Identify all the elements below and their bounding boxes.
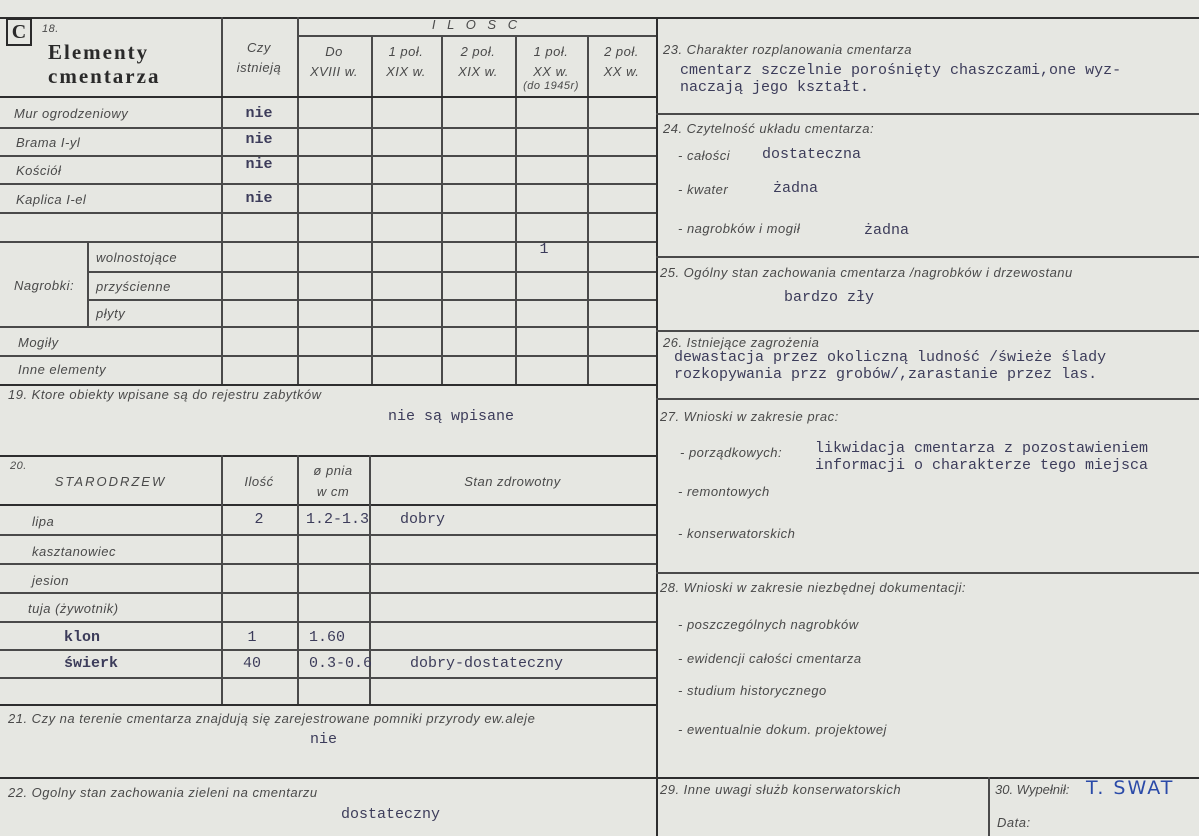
nagrobki-sub: wolnostojące (96, 250, 178, 265)
row-line (0, 212, 656, 214)
q24-label: 24. Czytelność układu cmentarza: (663, 121, 875, 136)
nagrobki-sub: przyścienne (96, 279, 171, 294)
q20-number: 20. (10, 460, 27, 472)
wolnostojace-count: 1 (539, 241, 549, 258)
q24-item-label: - całości (678, 148, 731, 163)
col1-l1: Do (325, 44, 343, 59)
q30-label: 30. Wypełnił: (995, 782, 1070, 797)
panel-divider (656, 17, 658, 836)
tree-state: dobry-dostateczny (410, 655, 564, 672)
col4-l3: (do 1945r) (523, 80, 579, 92)
col2-l2: XIX w. (386, 64, 426, 79)
element-label: Kaplica I-el (16, 192, 87, 207)
q23-line2: naczają jego kształt. (680, 79, 870, 96)
q24-item-label: - kwater (678, 182, 729, 197)
ilosc-header: I L O S C (431, 17, 522, 32)
row-line (656, 330, 1199, 332)
element-label: Brama I-yl (16, 135, 81, 150)
q24-item-value: żadna (773, 180, 819, 197)
section-number: 18. (42, 23, 59, 35)
row-line (656, 113, 1199, 115)
q27-konserw: - konserwatorskich (678, 526, 796, 541)
q19-answer: nie są wpisane (388, 408, 515, 425)
q23-label: 23. Charakter rozplanowania cmentarza (663, 42, 913, 57)
inne-label: Inne elementy (18, 362, 107, 377)
row-line (0, 677, 656, 679)
tree-name: świerk (64, 655, 119, 672)
row-line (0, 183, 656, 185)
section-letter: C (6, 18, 32, 46)
col1-l2: XVIII w. (309, 64, 359, 79)
tree-name: lipa (32, 514, 55, 529)
q25-answer: bardzo zły (784, 289, 875, 306)
q20-starodrzew: STARODRZEW (54, 474, 167, 489)
ilosc-underline (297, 35, 656, 37)
title-line2: cmentarza (48, 64, 161, 88)
q19-label: 19. Ktore obiekty wpisane są do rejestru zabytków (8, 387, 322, 402)
q20-pnia1: ø pnia (313, 463, 353, 478)
nagrobki-label: Nagrobki: (14, 278, 75, 293)
row-line (0, 127, 656, 129)
q27-porz-label: - porządkowych: (680, 445, 783, 460)
col-line-29-30 (988, 777, 990, 836)
col2-l1: 1 poł. (388, 44, 424, 59)
element-value: nie (245, 131, 273, 148)
q22-answer: dostateczny (341, 806, 441, 823)
tree-name: klon (64, 629, 101, 646)
q28-item: - ewidencji całości cmentarza (678, 651, 862, 666)
row-line (0, 592, 656, 594)
row-line (87, 271, 656, 273)
q27-remont: - remontowych (678, 484, 770, 499)
tree-count: 1 (247, 629, 257, 646)
tree-dia: 0.3-0.6 (309, 655, 373, 672)
q27-porz-line1: likwidacja cmentarza z pozostawieniem (815, 440, 1149, 457)
tree-count: 40 (242, 655, 261, 672)
row-line (0, 155, 656, 157)
czy-line2: istnieją (236, 60, 282, 75)
col-line-3 (441, 36, 443, 384)
tree-dia: 1.2-1.3 (306, 511, 370, 528)
tree-dia: 1.60 (309, 629, 346, 646)
q28-label: 28. Wnioski w zakresie niezbędnej dokumentacji: (660, 580, 967, 595)
q27-label: 27. Wnioski w zakresie prac: (660, 409, 839, 424)
col5-l2: XX w. (603, 64, 640, 79)
tree-count: 2 (254, 511, 264, 528)
row-line (656, 398, 1199, 400)
q30-signature: T. SWAT (1086, 777, 1175, 799)
q28-item: - poszczególnych nagrobków (678, 617, 859, 632)
row-line (0, 504, 656, 506)
row-line (0, 96, 656, 98)
q20-pnia2: w cm (316, 484, 350, 499)
nagrobki-sub: płyty (96, 306, 126, 321)
q24-item-value: dostateczna (762, 146, 862, 163)
q23-line1: cmentarz szczelnie porośnięty chaszczami,one wyz- (680, 62, 1122, 79)
tree-name: jesion (32, 573, 69, 588)
mogily-label: Mogiły (18, 335, 59, 350)
row-line (0, 563, 656, 565)
q24-item-label: - nagrobków i mogił (678, 221, 801, 236)
row-line (0, 704, 656, 706)
row-line (0, 384, 656, 386)
row-line (0, 355, 656, 357)
col3-l1: 2 poł. (460, 44, 496, 59)
q26-label: 26. Istniejące zagrożenia (663, 335, 820, 350)
q20-stan: Stan zdrowotny (464, 474, 561, 489)
element-value: nie (245, 105, 273, 122)
row-line (0, 649, 656, 651)
q28-item: - studium historycznego (678, 683, 827, 698)
q26-line2: rozkopywania przz grobów/,zarastanie przez las. (674, 366, 1098, 383)
row-line (0, 777, 1199, 779)
col5-l1: 2 poł. (604, 44, 639, 59)
tree-state: dobry (400, 511, 446, 528)
q24-item-value: żadna (864, 222, 910, 239)
element-label: Kościół (16, 163, 62, 178)
q27-porz-line2: informacji o charakterze tego miejsca (815, 457, 1149, 474)
q25-label: 25. Ogólny stan zachowania cmentarza /nagrobków i drzewostanu (660, 265, 1073, 280)
q26-line1: dewastacja przez okoliczną ludność /świeże ślady (674, 349, 1107, 366)
col4-l1: 1 poł. (533, 44, 569, 59)
col3-l2: XIX w. (458, 64, 498, 79)
col-line-5 (587, 36, 589, 384)
row-line (87, 299, 656, 301)
row-line (0, 455, 656, 457)
element-value: nie (245, 156, 273, 173)
col4-l2: XX w. (533, 64, 569, 79)
czy-line1: Czy (247, 40, 271, 55)
nagrobki-divider (87, 241, 89, 326)
tree-name: kasztanowiec (32, 544, 117, 559)
element-value: nie (245, 190, 273, 207)
q21-label: 21. Czy na terenie cmentarza znajdują się zarejestrowane pomniki przyrody ew.aleje (8, 711, 536, 726)
row-line (0, 534, 656, 536)
q30-date-label: Data: (997, 815, 1031, 830)
q22-label: 22. Ogolny stan zachowania zieleni na cmentarzu (8, 785, 318, 800)
title-line1: Elementy (48, 40, 150, 64)
row-line (0, 326, 656, 328)
row-line (656, 256, 1199, 258)
tree-name: tuja (żywotnik) (28, 601, 119, 616)
q28-item: - ewentualnie dokum. projektowej (678, 722, 887, 737)
col-line-2 (371, 36, 373, 384)
q29-label: 29. Inne uwagi służb konserwatorskich (660, 782, 902, 797)
row-line (656, 572, 1199, 574)
element-label: Mur ogrodzeniowy (14, 106, 129, 121)
q21-answer: nie (310, 731, 338, 748)
row-line (0, 621, 656, 623)
q20-ilosc: Ilość (244, 474, 274, 489)
